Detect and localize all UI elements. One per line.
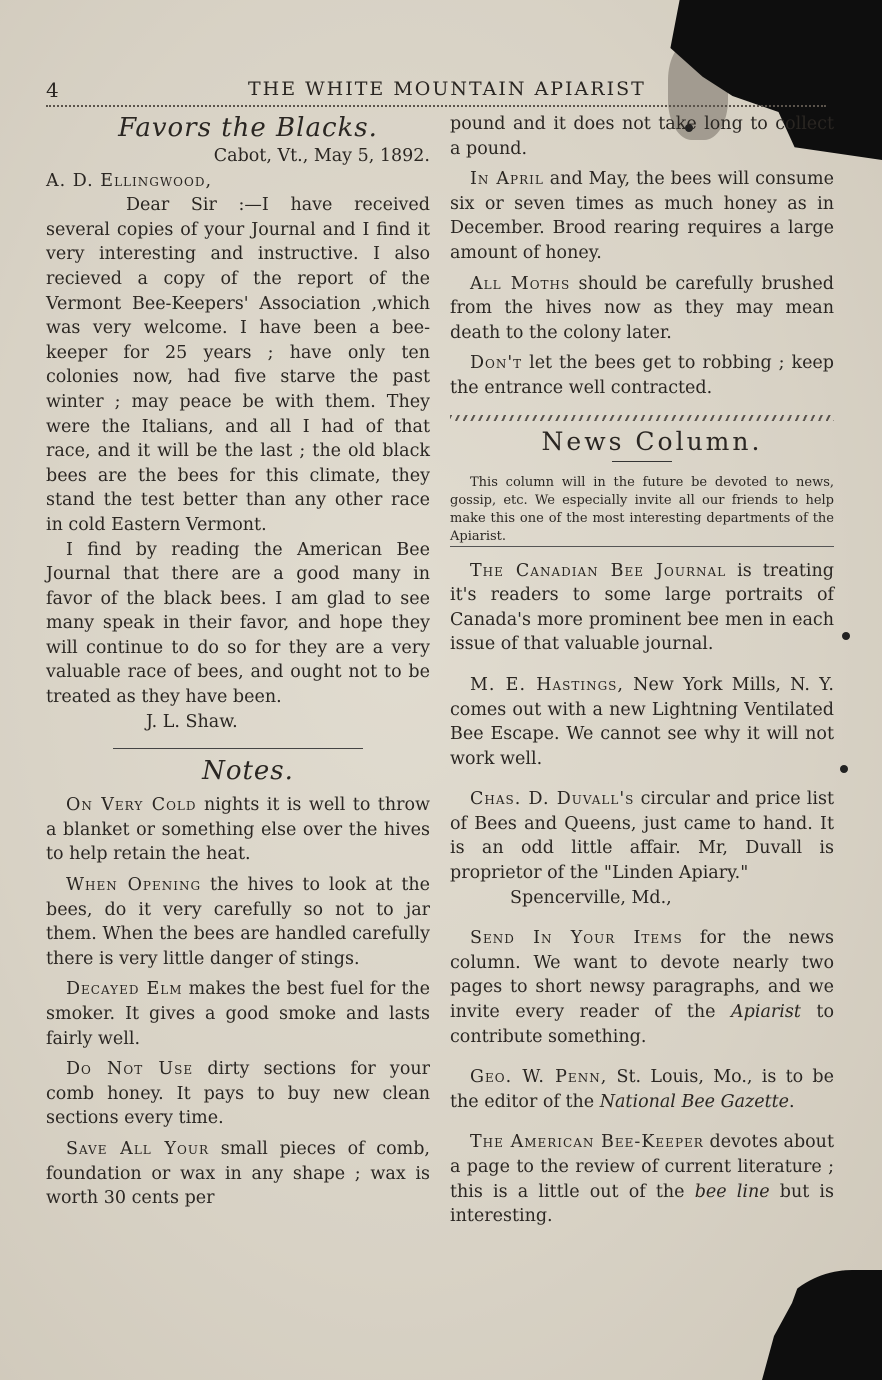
page-header [0, 74, 882, 102]
italic-phrase: bee line [694, 1181, 770, 1202]
news-lead: Send In Your Items [470, 928, 683, 949]
note-item [46, 873, 430, 971]
note-lead: Save All Your [66, 1138, 209, 1159]
news-rule [450, 546, 834, 547]
note-text: nights it is well to throw a blanket or something else over the hives to help retain the heat. [46, 795, 430, 865]
note-item [450, 167, 834, 265]
news-item [450, 673, 834, 771]
news-text: to contribute something. [450, 1002, 834, 1047]
letter-paragraph: I find by reading the American Bee Journal that there are a good many in favor of the black bees. I am glad to see many speak in their favor, and hope they will continue to do so for they are a very valuable race of bees, and ought not to be treated as they have been. [46, 539, 430, 708]
notes-heading: Notes. [202, 756, 294, 787]
news-item [450, 1065, 834, 1114]
left-column [46, 112, 430, 1211]
news-item [450, 787, 834, 885]
letter-signature: J. L. Shaw. [146, 711, 238, 732]
news-text: New York Mills, N. Y. comes out with a new Lightning Ventilated Bee Escape. We cannot see why it will not work well. [450, 674, 834, 769]
news-text: circular and price list of Bees and Queens, just came to hand. It is an odd little affair. Mr, Duvall is proprietor of the "Linden Apiary." [450, 789, 835, 884]
note-text: dirty sections for your comb honey. It pays to buy new clean sections every time. [46, 1059, 430, 1129]
note-text: makes the best fuel for the smoker. It gives a good smoke and lasts fairly well. [46, 979, 430, 1049]
news-item [450, 926, 834, 1049]
letter-dateline: Cabot, Vt., May 5, 1892. [213, 146, 430, 166]
news-text: . [789, 1091, 795, 1112]
continued-text: pound and it does not take long to collect a pound. [450, 114, 834, 159]
note-lead: On Very Cold [66, 795, 197, 816]
publication-name: National Bee Gazette [599, 1091, 790, 1112]
right-column [450, 112, 834, 1229]
note-lead: In April [470, 169, 544, 190]
news-text: St. Louis, Mo., is to be the editor of the [450, 1067, 834, 1112]
note-item [450, 351, 834, 400]
publication-name: Apiarist [731, 1002, 801, 1023]
note-lead: Do Not Use [66, 1059, 194, 1080]
note-item [46, 1057, 430, 1131]
note-text: and May, the bees will consume six or seven times as much honey as in December. Brood rearing requires a large amount of honey. [450, 169, 834, 263]
news-lead: The American Bee-Keeper [470, 1132, 704, 1153]
news-item [450, 1130, 834, 1228]
news-item [450, 559, 834, 657]
note-item [46, 793, 430, 867]
page-speck [840, 765, 848, 773]
page-number: 4 [46, 78, 59, 102]
hatched-divider [450, 415, 834, 421]
note-text: should be carefully brushed from the hives now as they may mean death to the colony later. [450, 273, 834, 343]
news-lead: M. E. Hastings, [470, 674, 624, 695]
letter-paragraph: Dear Sir :—I have received several copies of your Journal and I find it very interesting and instructive. I also recieved a copy of the report of the Vermont Bee-Keepers' Association ,which was very welcome. I have been a bee-keeper for 25 years ; have only ten colonies now, had five starve the past winter ; may peace be with them. They were the Italians, and all I had of that race, and it will be the last ; the old black bees are the bees for this climate, they stand the test better than any other race in cold Eastern Vermont. [46, 195, 430, 535]
section-divider [113, 748, 363, 749]
news-text: for the news column. We want to devote nearly two pages to short newsy paragraphs, and we invite every reader of the [450, 928, 834, 1023]
page-speck [842, 632, 850, 640]
note-lead: When Opening [66, 875, 202, 896]
news-lead: Chas. D. Duvall's [470, 789, 635, 810]
news-lead: The Canadian Bee Journal [470, 560, 727, 581]
note-text: the hives to look at the bees, do it very carefully so not to jar them. When the bees are handled carefully there is very little danger of stings. [46, 875, 430, 969]
note-text: let the bees get to robbing ; keep the entrance well contracted. [450, 353, 834, 398]
note-text: small pieces of comb, foundation or wax in any shape ; wax is worth 30 cents per [46, 1138, 430, 1209]
note-item [46, 1137, 430, 1211]
news-text: devotes about a page to the review of current literature ; this is a little out of the [450, 1132, 834, 1202]
note-lead: All Moths [470, 273, 571, 294]
note-item [46, 977, 430, 1051]
note-lead: Decayed Elm [66, 979, 183, 1000]
letter-heading: Favors the Blacks. [118, 113, 378, 143]
page-damage-bottom-right [762, 1270, 882, 1380]
news-text: but is interesting. [450, 1181, 834, 1227]
note-lead: Don't [470, 353, 523, 374]
news-sub-line: Spencerville, Md., [510, 887, 672, 908]
letter-addressee: A. D. Ellingwood, [46, 170, 213, 191]
header-rule [46, 105, 826, 107]
note-item [450, 272, 834, 346]
news-text: is treating it's readers to some large portraits of Canada's more prominent bee men in each issue of that valuable journal. [450, 560, 834, 655]
short-rule [612, 461, 672, 462]
news-column-heading: News Column. [541, 426, 763, 456]
journal-title: THE WHITE MOUNTAIN APIARIST [248, 78, 646, 100]
news-lead: Geo. W. Penn, [470, 1067, 608, 1088]
news-intro: This column will in the future be devoted to news, gossip, etc. We especially invite all our friends to help make this one of the most interesting departments of the Apiarist. [450, 474, 834, 544]
